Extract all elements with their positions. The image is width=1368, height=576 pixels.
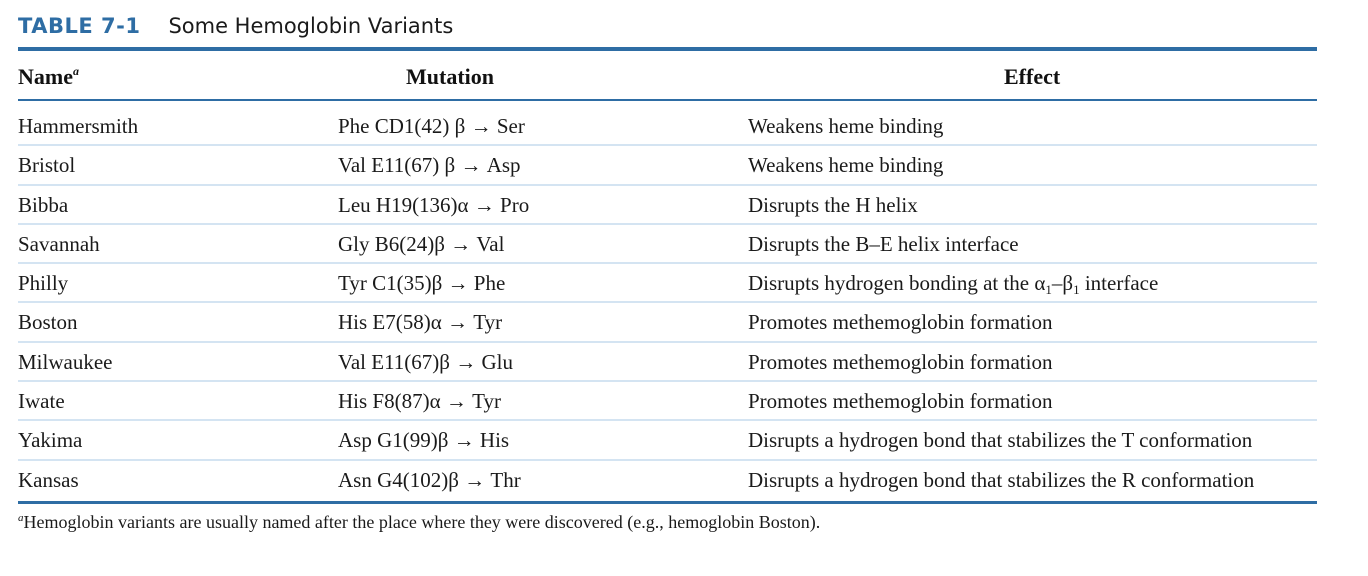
alpha-symbol: α (1034, 271, 1046, 296)
cell-mutation: Val E11(67) β → Asp (338, 153, 521, 178)
beta-subscript: 1 (1073, 282, 1080, 298)
cell-name: Bibba (18, 192, 69, 217)
cell-name: Bristol (18, 153, 76, 178)
cell-effect: Weakens heme binding (748, 114, 944, 138)
table-row (18, 186, 1317, 225)
footnote-marker: a (18, 512, 24, 524)
cell-mutation: Phe CD1(42) β → Ser (338, 114, 525, 138)
cell-mutation: Val E11(67)β → Glu (338, 349, 513, 374)
alpha-subscript: 1 (1045, 282, 1052, 298)
cell-effect: Promotes methemoglobin formation (748, 310, 1053, 335)
cell-effect: Disrupts a hydrogen bond that stabilizes the R conformation (748, 467, 1255, 492)
header-mutation: Mutation (406, 64, 494, 89)
table-row (18, 107, 1317, 146)
header-name (18, 64, 79, 90)
table-body (18, 107, 1317, 500)
header-rule (18, 99, 1317, 101)
cell-name: Kansas (18, 467, 79, 492)
cell-mutation: Tyr C1(35)β → Phe (338, 271, 506, 296)
cell-name: Yakima (18, 428, 83, 453)
table-row (18, 382, 1317, 421)
cell-name: Philly (18, 271, 69, 296)
table-caption (18, 14, 453, 44)
cell-mutation: His F8(87)α → Tyr (338, 389, 501, 414)
cell-effect: Disrupts the H helix (748, 192, 918, 217)
cell-effect: Disrupts a hydrogen bond that stabilizes the T conformation (748, 428, 1253, 453)
beta-symbol: β (1062, 271, 1074, 296)
cell-mutation: His E7(58)α → Tyr (338, 310, 503, 335)
cell-name: Milwaukee (18, 349, 113, 374)
table-row (18, 421, 1317, 460)
cell-effect: Weakens heme binding (748, 153, 944, 178)
cell-mutation: Leu H19(136)α → Pro (338, 192, 530, 217)
table-footnote (18, 512, 820, 533)
cell-name: Boston (18, 310, 78, 335)
cell-mutation: Gly B6(24)β → Val (338, 231, 505, 256)
cell-effect: Disrupts the B–E helix interface (748, 231, 1019, 256)
header-effect: Effect (1004, 64, 1061, 89)
cell-effect (748, 271, 1158, 298)
cell-name: Hammersmith (18, 114, 139, 138)
table-row (18, 146, 1317, 185)
cell-mutation: Asp G1(99)β → His (338, 428, 510, 453)
footnote-text: Hemoglobin variants are usually named after the place where they were discovered (e.g., hemoglobin Boston). (23, 512, 821, 532)
table-header (18, 51, 1317, 99)
table-row (18, 461, 1317, 500)
table-row (18, 343, 1317, 382)
effect-text-prefix: Disrupts hydrogen bonding at the (748, 271, 1035, 296)
effect-text-suffix: interface (1079, 271, 1159, 296)
table-row (18, 225, 1317, 264)
cell-name: Savannah (18, 231, 100, 256)
bottom-rule (18, 501, 1317, 504)
table-row (18, 264, 1317, 303)
cell-name: Iwate (18, 389, 65, 414)
cell-effect: Promotes methemoglobin formation (748, 349, 1053, 374)
cell-effect: Promotes methemoglobin formation (748, 389, 1053, 414)
table-title: Some Hemoglobin Variants (168, 14, 454, 38)
cell-mutation: Asn G4(102)β → Thr (338, 467, 521, 492)
table-number: TABLE 7-1 (18, 14, 141, 38)
table-row (18, 303, 1317, 342)
dash-symbol: – (1051, 271, 1063, 296)
header-name-footnote-marker: a (72, 64, 79, 78)
header-name-label: Name (18, 64, 73, 89)
